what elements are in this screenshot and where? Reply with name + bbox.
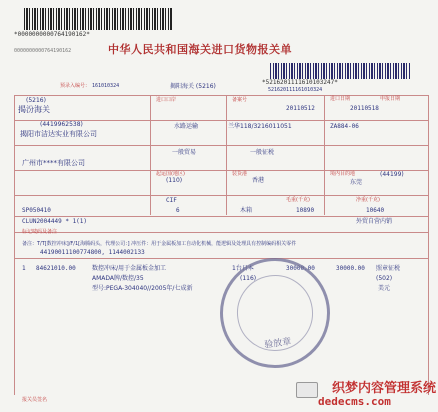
user-unit: 广州市****有限公司 (22, 159, 85, 167)
import-date-value: 20110512 (286, 105, 315, 112)
consignee-code: (4419962538) (40, 121, 83, 128)
pre-entry-label: 预录入编号： (60, 83, 91, 89)
form-no-right-sub: 521620111161010324 (268, 87, 323, 93)
pre-entry-value: 161010324 (92, 83, 120, 89)
remarks-text: 备注：T/T[数控冲床]/F/1[海腾码头，代理公司：] 冲压件：用于金属板加工自动化机械，能逻辑及处理具有控制编码相关零件 (22, 241, 297, 247)
item-currency: (502) (376, 275, 393, 282)
dest-code: (44199) (380, 171, 404, 178)
remarks-label: 标记唛码及备注 (22, 229, 58, 235)
barcode-top-left-sub: 0000000000764190162 (14, 48, 72, 54)
origin-label: 起运国(地区) (156, 171, 185, 177)
item-unit-price: 30000.00 (286, 265, 315, 272)
port-value: 揭阳海关 (5216) (170, 83, 216, 90)
item-currency-name: 美元 (378, 285, 391, 292)
item-no: 1 (22, 265, 26, 272)
owner-code: (5216) (26, 97, 46, 104)
net-label: 净重(千克) (356, 197, 380, 203)
form-no-right: *5216201111610103247* (262, 79, 338, 86)
dest-name: 东莞 (350, 179, 363, 186)
import-date-label: 进口日期 (330, 96, 351, 102)
net-weight: 10640 (366, 207, 385, 214)
item-hs: 84621010.00 (36, 265, 76, 272)
port-label: 进口口岸 (156, 97, 177, 103)
bill-of-lading: ZA884-06 (330, 123, 359, 130)
contract-no: CLUN2004449 * 1(1) (22, 218, 88, 225)
watermark-cn: 织梦内容管理系统 (332, 381, 437, 396)
loading-value: 香港 (252, 177, 265, 184)
vessel: 兰华118/3216011051 (228, 123, 292, 130)
item-qty2: (116) (240, 275, 257, 282)
origin-value: (110) (166, 177, 183, 184)
gross-label: 毛重(千克) (286, 197, 310, 203)
contract-ref: 44190011100774800, 1144002133 (40, 249, 145, 256)
terms-code: CIF (166, 197, 177, 204)
watermark-url: dedecms.com (318, 395, 391, 408)
form-title: 中华人民共和国海关进口货物报关单 (108, 43, 292, 56)
gross-weight: 10890 (296, 207, 315, 214)
consignee-name: 揭阳市洁达实业有限公司 (20, 130, 97, 138)
marks: 外贸自营内销 (356, 218, 393, 225)
barcode-top-left-text: *0000000000764190162* (14, 31, 90, 38)
owner-name: 揭汾海关 (18, 105, 50, 114)
stamp-text: 验放章 (263, 337, 292, 351)
item-qty: 1台日本 (232, 265, 254, 272)
bottom-label: 报关员签名 (22, 397, 48, 403)
barcode-right (270, 63, 410, 79)
item-name: 数控冲床/用于金属板金加工 (92, 265, 167, 272)
loading-label: 装货港 (232, 171, 248, 177)
declare-date-value: 20110518 (350, 105, 379, 112)
tax-nature: 一般征税 (250, 149, 275, 156)
dest-label: 境内目的地 (330, 171, 356, 177)
container-no: SP050410 (22, 207, 51, 214)
item-duty: 照章征税 (376, 265, 401, 272)
packages: 6 (176, 207, 180, 214)
trade-mode: 一般贸易 (172, 149, 197, 156)
item-spec: AMADA牌/数控/35 (92, 275, 144, 282)
declare-date-label: 申报日期 (380, 96, 401, 102)
item-model: 型号:PEGA-304040//2005年/七成新 (92, 285, 193, 292)
transport-mode: 水路运输 (174, 123, 199, 130)
item-total: 30000.00 (336, 265, 365, 272)
barcode-top-left (24, 8, 172, 30)
filing-label: 备案号 (232, 97, 248, 103)
watermark-icon (296, 382, 318, 398)
packing-type: 木箱 (240, 207, 253, 214)
